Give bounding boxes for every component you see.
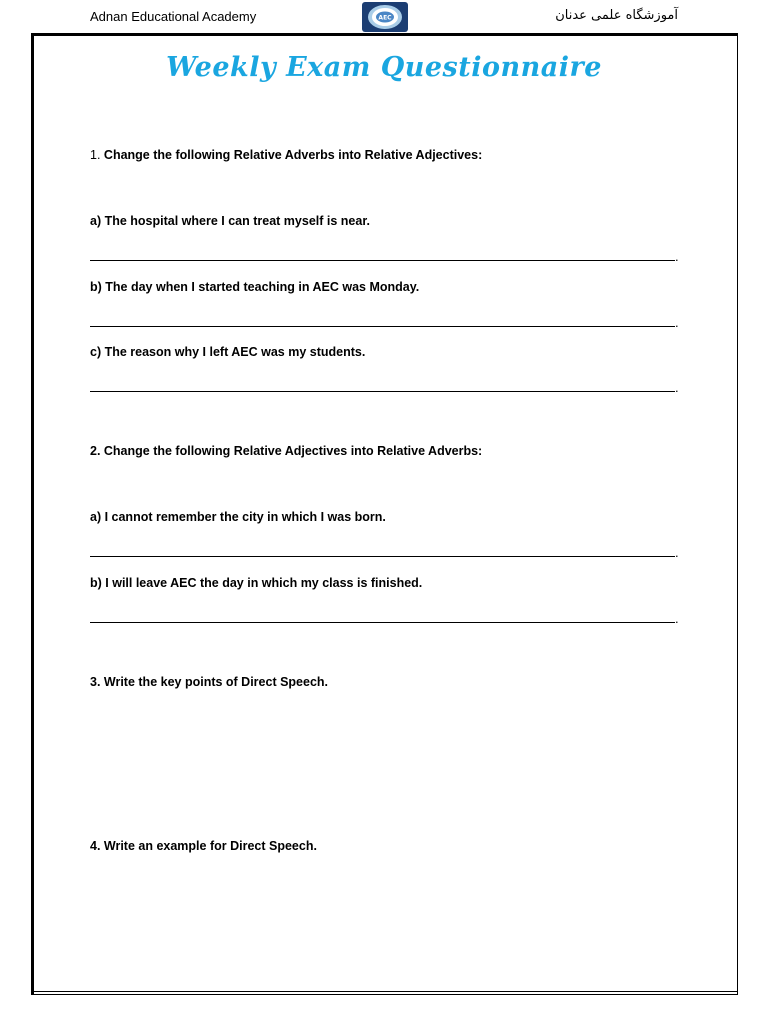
question-1c: c) The reason why I left AEC was my students. <box>90 345 366 359</box>
answer-line-1b[interactable] <box>90 326 675 327</box>
page-border-bottom-inner <box>31 991 738 992</box>
question-2b: b) I will leave AEC the day in which my class is finished. <box>90 576 423 590</box>
header-academy-name-persian: آموزشگاه علمی عدنان <box>555 8 678 23</box>
answer-end-dot: . <box>675 380 679 395</box>
question-1 <box>90 148 482 162</box>
answer-line-2b[interactable] <box>90 622 675 623</box>
answer-end-dot: . <box>675 611 679 626</box>
question-2: 2. Change the following Relative Adjectives into Relative Adverbs: <box>90 444 483 458</box>
answer-end-dot: . <box>675 249 679 264</box>
question-4: 4. Write an example for Direct Speech. <box>90 839 317 853</box>
page-title: Weekly Exam Questionnaire <box>166 52 602 83</box>
question-3: 3. Write the key points of Direct Speech. <box>90 675 329 689</box>
header-academy-name: Adnan Educational Academy <box>90 9 257 24</box>
answer-end-dot: . <box>675 315 679 330</box>
academy-logo-icon <box>362 2 408 32</box>
answer-line-1a[interactable] <box>90 260 675 261</box>
question-1-prompt: Change the following Relative Adverbs into Relative Adjectives: <box>103 148 483 162</box>
logo-text: AEC <box>378 14 392 22</box>
question-2a: a) I cannot remember the city in which I was born. <box>90 510 386 524</box>
question-1b: b) The day when I started teaching in AEC was Monday. <box>90 280 420 294</box>
answer-line-1c[interactable] <box>90 391 675 392</box>
question-1-number: 1. <box>90 148 101 162</box>
question-1a: a) The hospital where I can treat myself is near. <box>90 214 370 228</box>
page-border-bottom-outer <box>31 994 738 995</box>
answer-end-dot: . <box>675 545 679 560</box>
answer-line-2a[interactable] <box>90 556 675 557</box>
